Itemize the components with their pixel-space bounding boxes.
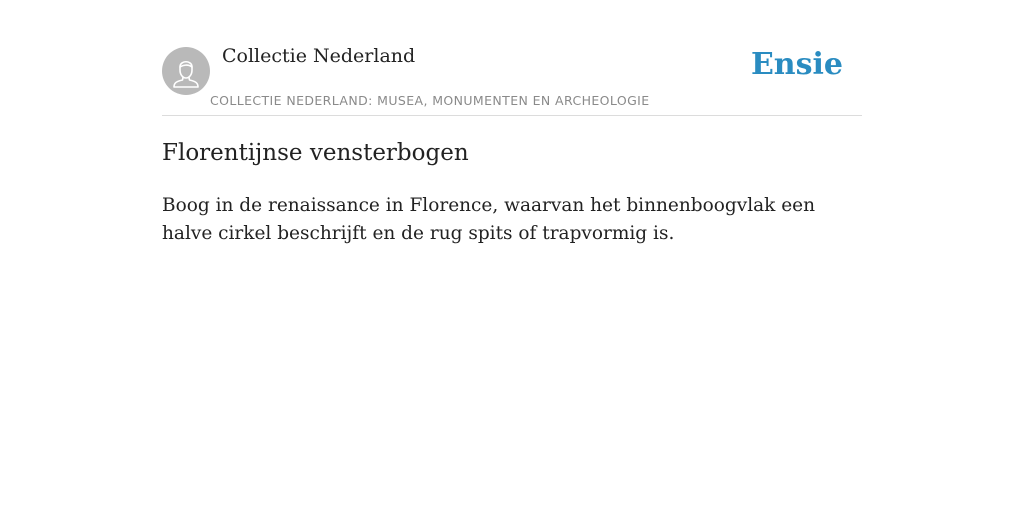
definition-card <box>162 0 862 244</box>
user-icon <box>162 47 210 95</box>
card-header <box>162 0 862 116</box>
author-name[interactable]: Collectie Nederland <box>222 45 416 67</box>
definition-text: Boog in de renaissance in Florence, waarvan het binnenboogvlak een halve cirkel beschrijft en de rug spits of trapvormig is. <box>162 195 816 244</box>
avatar[interactable] <box>162 47 210 95</box>
ensie-logo[interactable]: Ensie <box>750 47 843 82</box>
author-subtitle[interactable]: COLLECTIE NEDERLAND: MUSEA, MONUMENTEN EN ARCHEOLOGIE <box>210 93 650 108</box>
page-title: Florentijnse vensterbogen <box>162 140 469 166</box>
